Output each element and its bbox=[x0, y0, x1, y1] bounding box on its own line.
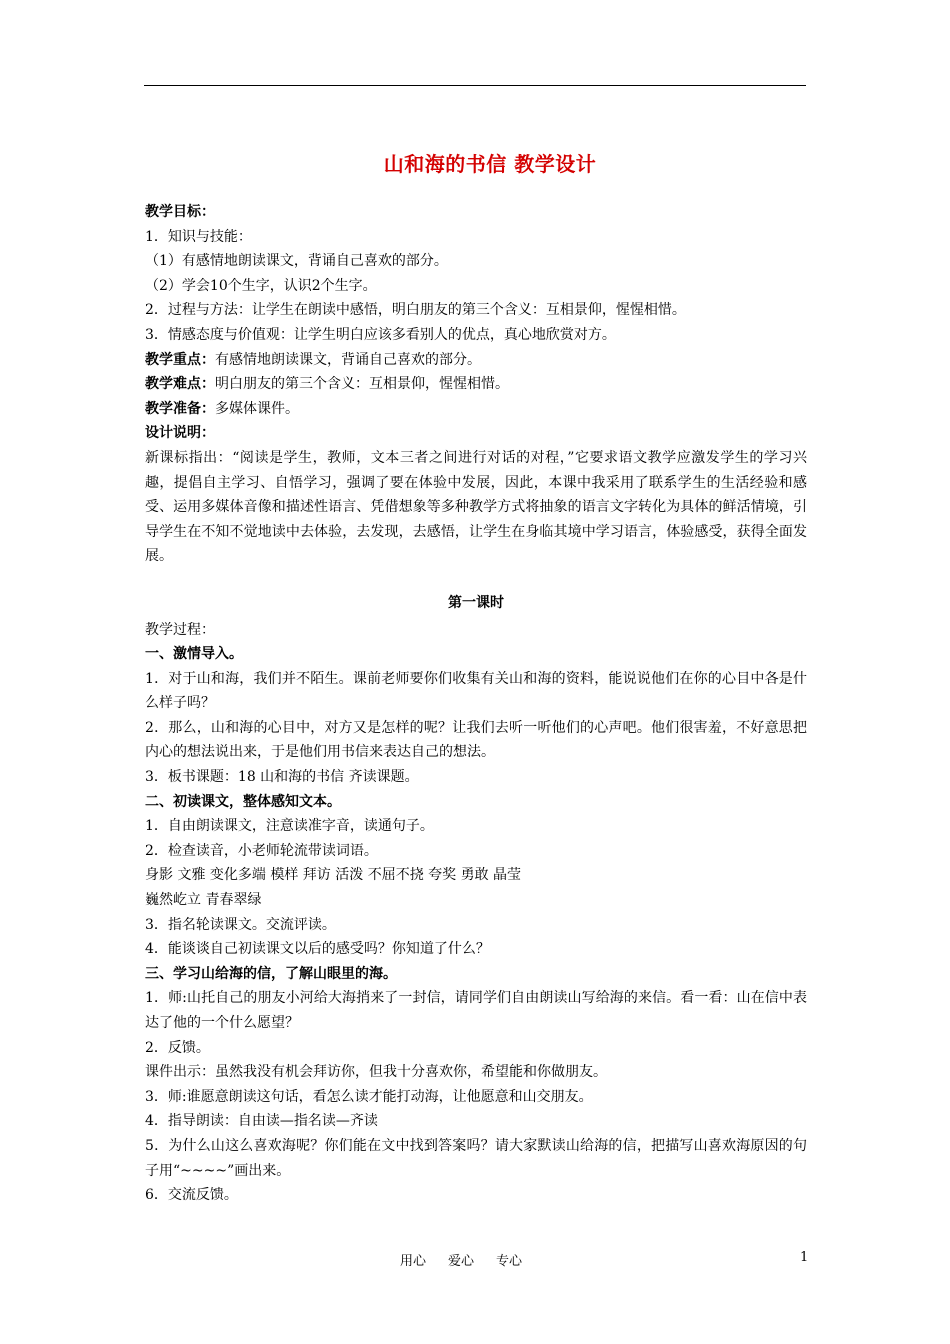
paragraph: 4．能谈谈自己初读课文以后的感受吗？你知道了什么？ bbox=[145, 941, 490, 958]
paragraph: 3．板书课题：18 山和海的书信 齐读课题。 bbox=[145, 769, 419, 786]
paragraph: 4．指导朗读：自由读—指名读—齐读 bbox=[145, 1113, 378, 1130]
key-point bbox=[145, 348, 807, 373]
objective-line: 2．过程与方法：让学生在朗读中感悟，明白朋友的第三个含义：互相景仰，惺惺相惜。 bbox=[145, 302, 686, 319]
preparation bbox=[145, 397, 807, 422]
vocab-line: 巍然屹立 青春翠绿 bbox=[145, 892, 262, 909]
document-body bbox=[145, 200, 807, 1208]
objective-line: 1．知识与技能： bbox=[145, 228, 252, 245]
key-point-label: 教学重点： bbox=[145, 351, 215, 368]
objective-line: （2）学会10个生字，认识2个生字。 bbox=[145, 277, 377, 294]
difficulty bbox=[145, 372, 807, 397]
objectives-heading: 教学目标： bbox=[145, 204, 215, 220]
page-title: 山和海的书信 教学设计 bbox=[383, 152, 597, 176]
paragraph: 3．指名轮读课文。交流评读。 bbox=[145, 916, 336, 933]
objective-line: （1）有感情地朗读课文，背诵自己喜欢的部分。 bbox=[145, 253, 448, 270]
difficulty-label: 教学难点： bbox=[145, 376, 215, 393]
section-heading: 三、学习山给海的信，了解山眼里的海。 bbox=[145, 965, 397, 982]
footer-word: 用心 bbox=[400, 1254, 427, 1269]
lesson-heading: 第一课时 bbox=[448, 594, 504, 611]
paragraph: 6．交流反馈。 bbox=[145, 1187, 238, 1204]
page-number: 1 bbox=[800, 1250, 809, 1265]
section-heading: 二、初读课文，整体感知文本。 bbox=[145, 793, 341, 810]
preparation-label: 教学准备： bbox=[145, 400, 215, 417]
vocab-line: 身影 文雅 变化多端 模样 拜访 活泼 不屈不挠 夸奖 勇敢 晶莹 bbox=[145, 867, 522, 884]
design-paragraph: 新课标指出：“阅读是学生，教师，文本三者之间进行对话的对程，”它要求语文教学应激发学生的学习兴趣，提倡自主学习、自悟学习，强调了要在体验中发展，因此，本课中我采用了联系学生的生活经验和感受、运用多媒体音像和描述性语言、凭借想象等多种教学方式将抽象的语言文字转化为具体的鲜活情境，引导学生在不知不觉地读中去体验，去发现，去感悟，让学生在身临其境中学习语言，体验感受，获得全面发展。 bbox=[145, 449, 807, 565]
design-heading: 设计说明： bbox=[145, 425, 215, 442]
footer-motto bbox=[400, 1250, 544, 1269]
process-label: 教学过程： bbox=[145, 621, 215, 638]
paragraph: 3．师:谁愿意朗读这句话，看怎么读才能打动海，让他愿意和山交朋友。 bbox=[145, 1088, 593, 1105]
footer-word: 爱心 bbox=[448, 1254, 475, 1269]
objective-line: 3．情感态度与价值观：让学生明白应该多看别人的优点，真心地欣赏对方。 bbox=[145, 326, 616, 343]
difficulty-text: 明白朋友的第三个含义：互相景仰，惺惺相惜。 bbox=[215, 376, 509, 393]
preparation-text: 多媒体课件。 bbox=[215, 400, 299, 417]
paragraph: 1．自由朗读课文，注意读准字音，读通句子。 bbox=[145, 818, 434, 835]
paragraph: 2．反馈。 bbox=[145, 1039, 210, 1056]
paragraph: 1．对于山和海，我们并不陌生。课前老师要你们收集有关山和海的资料，能说说他们在你的心目中各是什么样子吗？ bbox=[145, 670, 807, 712]
paragraph: 课件出示：虽然我没有机会拜访你，但我十分喜欢你，希望能和你做朋友。 bbox=[145, 1064, 607, 1081]
footer-word: 专心 bbox=[496, 1254, 523, 1269]
paragraph: 5．为什么山这么喜欢海呢？你们能在文中找到答案吗？请大家默读山给海的信，把描写山喜欢海原因的句子用“~~~~”画出来。 bbox=[145, 1137, 807, 1179]
paragraph: 2．检查读音，小老师轮流带读词语。 bbox=[145, 842, 378, 859]
key-point-text: 有感情地朗读课文，背诵自己喜欢的部分。 bbox=[215, 351, 481, 368]
section-heading: 一、激情导入。 bbox=[145, 646, 243, 663]
header-rule bbox=[144, 85, 806, 86]
paragraph: 1．师:山托自己的朋友小河给大海捎来了一封信，请同学们自由朗读山写给海的来信。看一看：山在信中表达了他的一个什么愿望？ bbox=[145, 990, 807, 1031]
paragraph: 2．那么，山和海的心目中，对方又是怎样的呢？让我们去听一听他们的心声吧。他们很害羞，不好意思把内心的想法说出来，于是他们用书信来表达自己的想法。 bbox=[145, 719, 807, 761]
